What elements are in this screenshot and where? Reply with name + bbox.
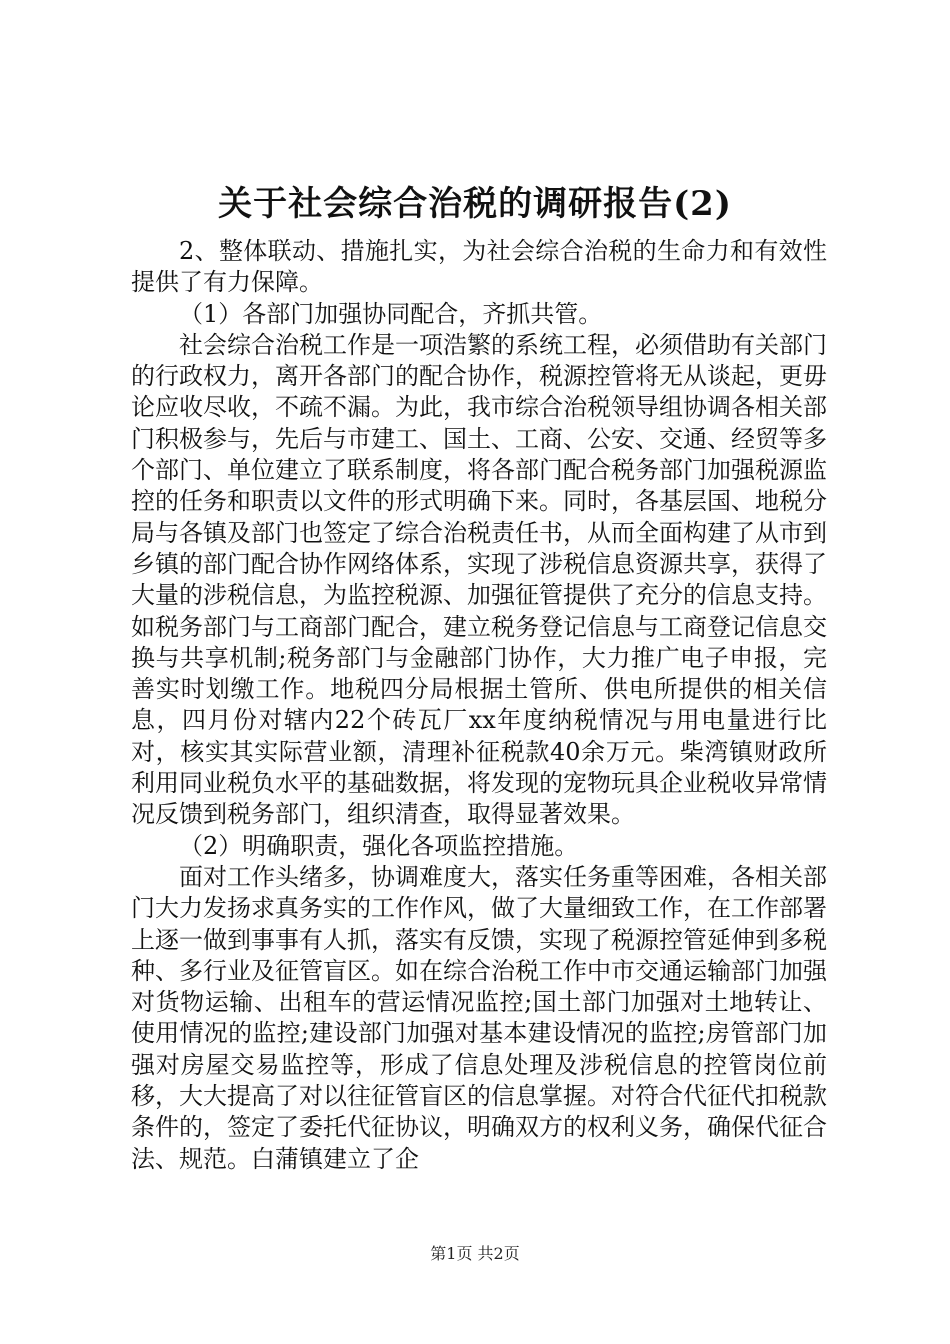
paragraph-responsibilities: 面对工作头绪多，协调难度大，落实任务重等困难，各相关部门大力发扬求真务实的工作作风，做了大量细致工作，在工作部署上逐一做到事事有人抓，落实有反馈，实现了税源控管延伸到多税种、多行业及征管盲区。如在综合治税工作中市交通运输部门加强对货物运输、出租车的营运情况监控;国土部门加强对土地转让、使用情况的监控;建设部门加强对基本建设情况的监控;房管部门加强对房屋交易监控等，形成了信息处理及涉税信息的控管岗位前移，大大提高了对以往征管盲区的信息掌握。对符合代征代扣税款条件的，签定了委托代征协议，明确双方的权利义务，确保代征合法、规范。白蒲镇建立了企: [131, 862, 827, 1173]
paragraph-heading-1: （1）各部门加强协同配合，齐抓共管。: [179, 299, 603, 328]
paragraph-heading-2: （2）明确职责，强化各项监控措施。: [179, 831, 579, 860]
paragraph-coordination: 社会综合治税工作是一项浩繁的系统工程，必须借助有关部门的行政权力，离开各部门的配合协作，税源控管将无从谈起，更毋论应收尽收，不疏不漏。为此，我市综合治税领导组协调各相关部门积极参与，先后与市建工、国土、工商、公安、交通、经贸等多个部门、单位建立了联系制度，将各部门配合税务部门加强税源监控的任务和职责以文件的形式明确下来。同时，各基层国、地税分局与各镇及部门也签定了综合治税责任书，从而全面构建了从市到乡镇的部门配合协作网络体系，实现了涉税信息资源共享，获得了大量的涉税信息，为监控税源、加强征管提供了充分的信息支持。如税务部门与工商部门配合，建立税务登记信息与工商登记信息交换与共享机制;税务部门与金融部门协作，大力推广电子申报，完善实时划缴工作。地税四分局根据土管所、供电所提供的相关信息，四月份对辖内22个砖瓦厂xx年度纳税情况与用电量进行比对，核实其实际营业额，清理补征税款40余万元。柴湾镇财政所利用同业税负水平的基础数据，将发现的宠物玩具企业税收异常情况反馈到税务部门，组织清查，取得显著效果。: [131, 330, 827, 829]
document-title: 关于社会综合治税的调研报告(2): [218, 184, 732, 224]
document-body: [131, 236, 827, 1175]
page-footer: 第1页 共2页: [430, 1244, 520, 1263]
paragraph-intro: 2、整体联动、措施扎实，为社会综合治税的生命力和有效性提供了有力保障。: [131, 237, 827, 297]
